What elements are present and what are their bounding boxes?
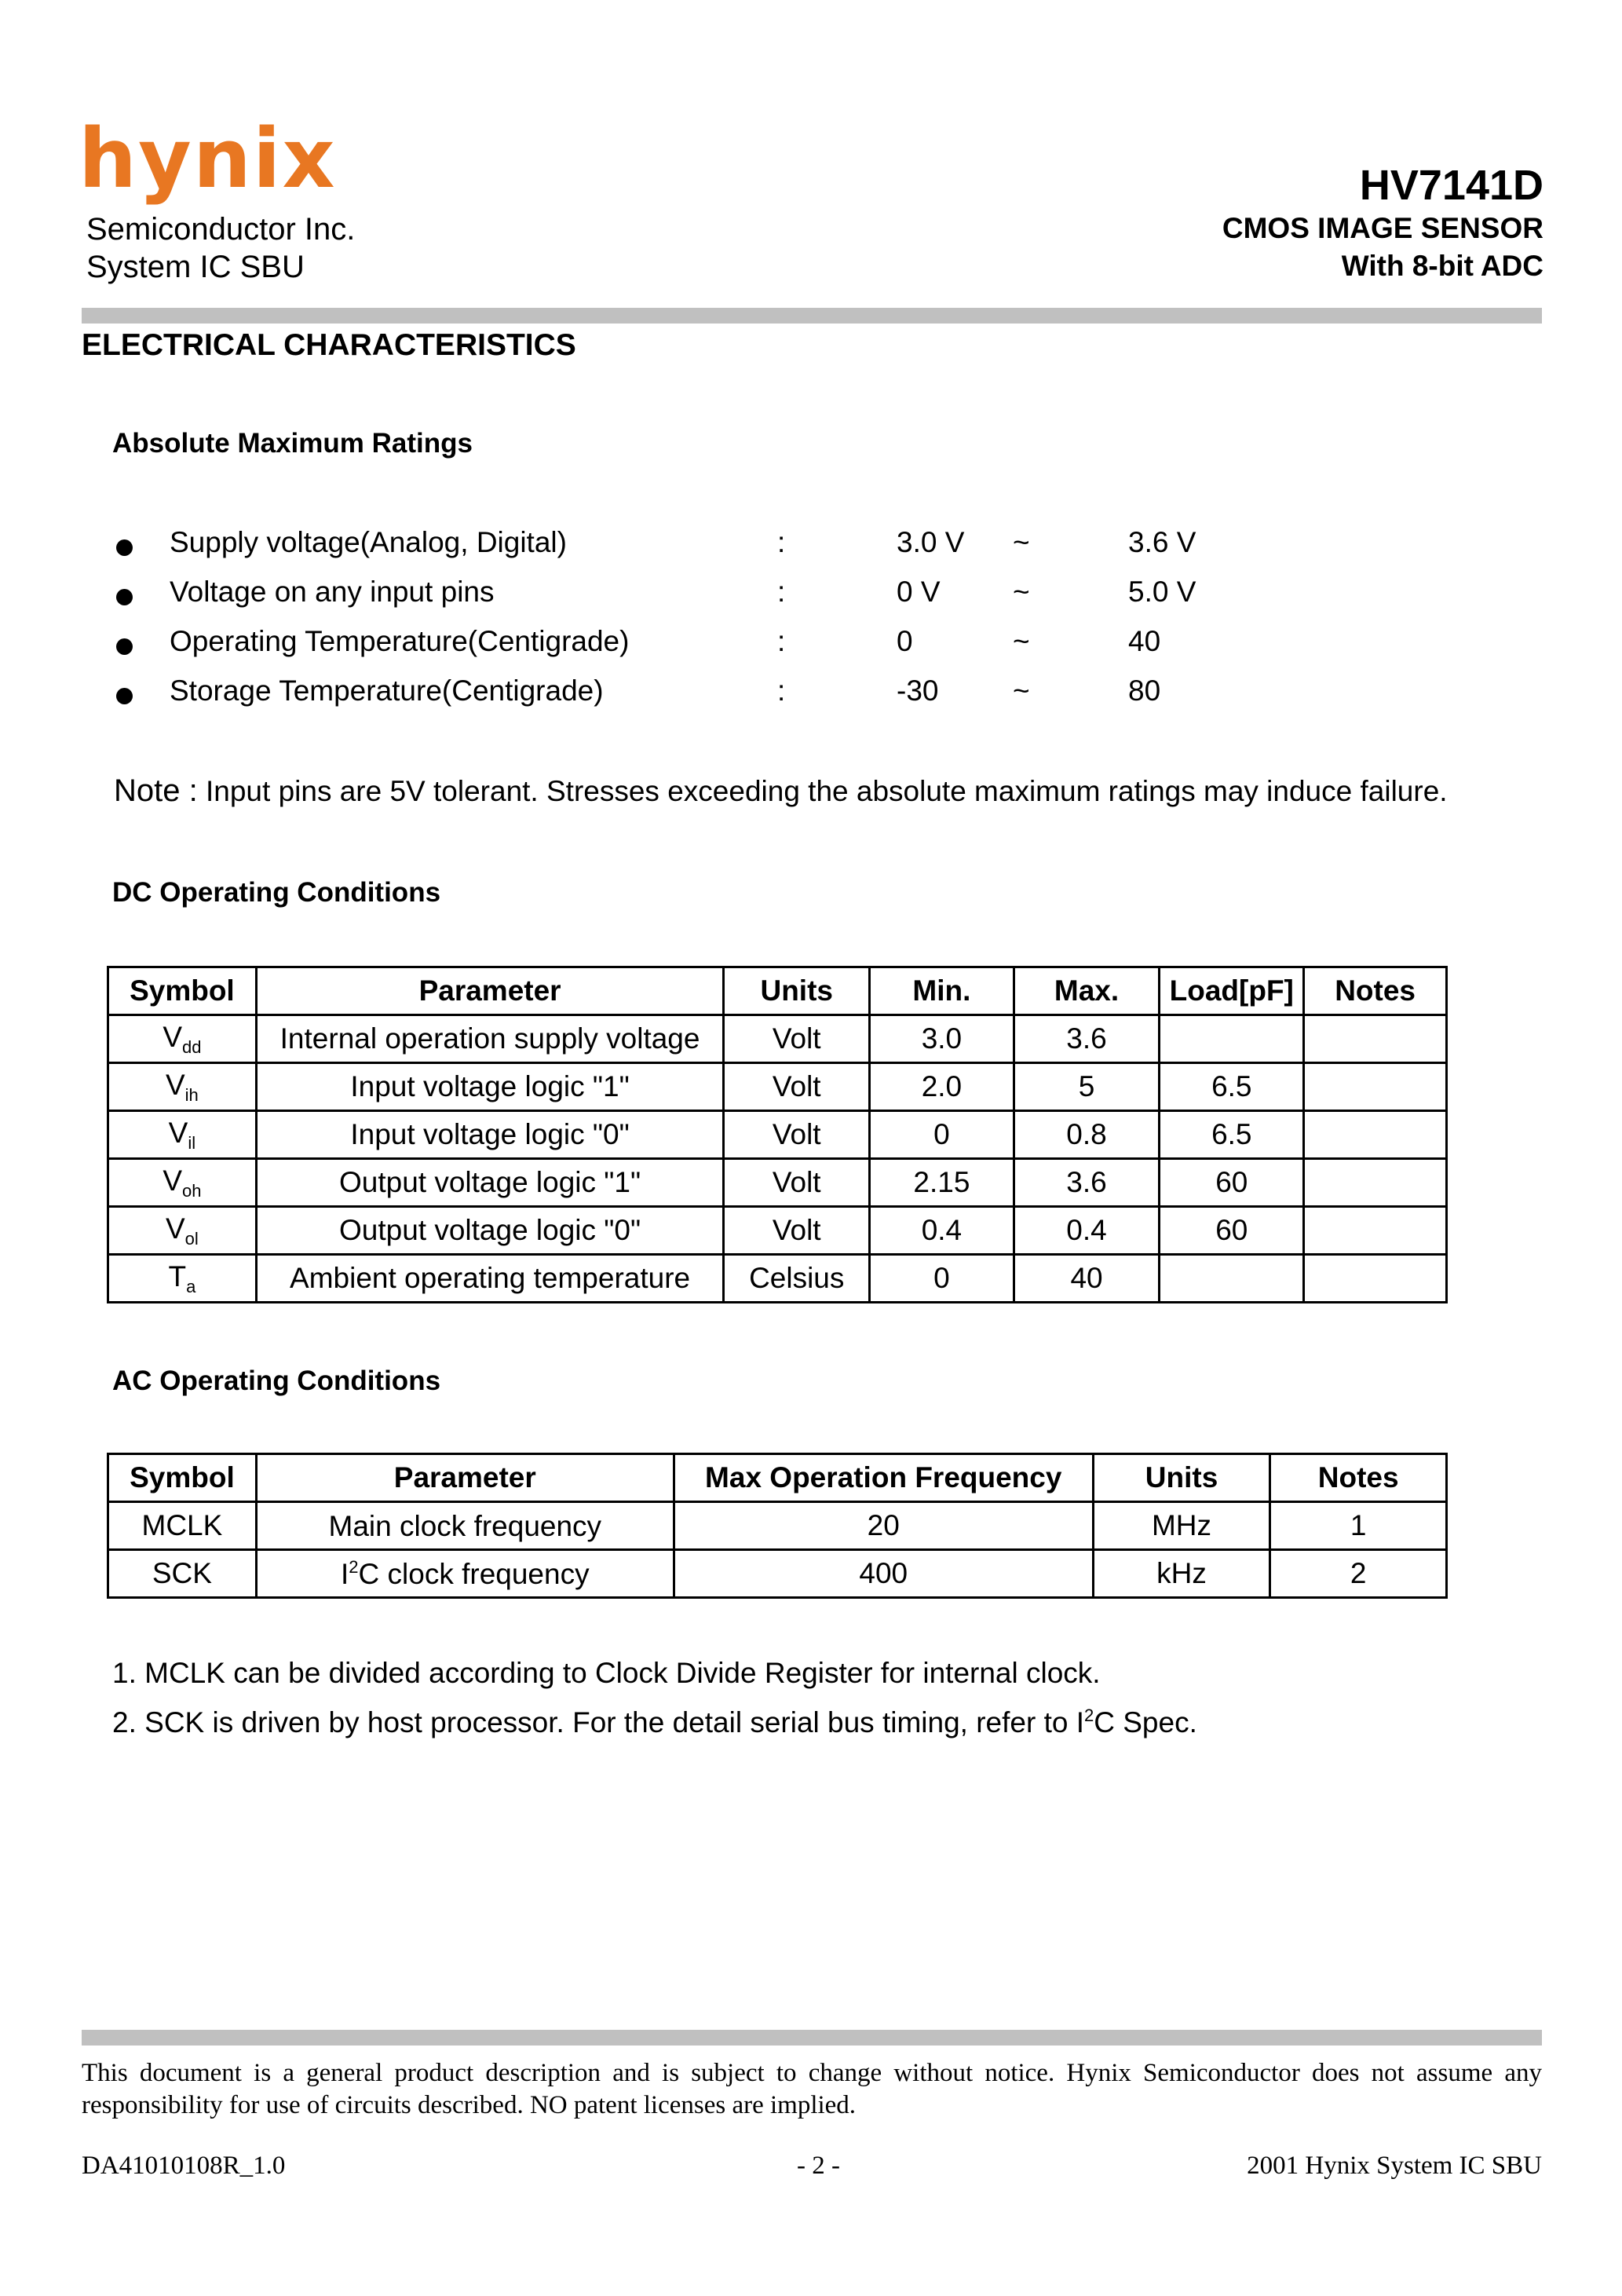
column-header: Parameter xyxy=(256,1454,674,1502)
symbol-base: V xyxy=(165,1212,185,1245)
min-cell: 3.0 xyxy=(870,1015,1014,1063)
parameter-cell: Ambient operating temperature xyxy=(256,1255,724,1303)
note-text: Input pins are 5V tolerant. Stresses exceeding the absolute maximum ratings may induce failure. xyxy=(197,775,1448,807)
rating-colon: : xyxy=(777,526,786,558)
symbol-base: V xyxy=(165,1068,185,1101)
symbol-base: T xyxy=(168,1260,187,1292)
units-cell: Volt xyxy=(724,1063,870,1111)
bullet-icon xyxy=(116,688,133,704)
parameter-superscript: 2 xyxy=(349,1556,359,1577)
max-cell: 3.6 xyxy=(1014,1015,1160,1063)
symbol-cell: SCK xyxy=(108,1550,257,1598)
section-title: ELECTRICAL CHARACTERISTICS xyxy=(82,328,576,362)
footnote-text: 2. SCK is driven by host processor. For the detail serial bus timing, refer to I xyxy=(112,1706,1084,1738)
symbol-cell xyxy=(108,1159,257,1207)
units-cell: Volt xyxy=(724,1111,870,1159)
notes-cell xyxy=(1304,1111,1447,1159)
load-cell: 6.5 xyxy=(1160,1111,1304,1159)
rating-label: Operating Temperature(Centigrade) xyxy=(170,625,630,657)
units-cell: MHz xyxy=(1093,1502,1270,1550)
rating-max: 40 xyxy=(1128,625,1161,657)
parameter-cell xyxy=(256,1550,674,1598)
column-header: Notes xyxy=(1304,967,1447,1015)
symbol-base: V xyxy=(168,1116,188,1149)
rating-colon: : xyxy=(777,675,786,707)
rating-row xyxy=(0,625,1622,672)
min-cell: 0.4 xyxy=(870,1207,1014,1255)
notes-cell xyxy=(1304,1159,1447,1207)
column-header: Max Operation Frequency xyxy=(674,1454,1093,1502)
max-cell: 0.4 xyxy=(1014,1207,1160,1255)
company-division: System IC SBU xyxy=(86,250,305,284)
rating-row xyxy=(0,576,1622,623)
column-header: Symbol xyxy=(108,967,257,1015)
bullet-icon xyxy=(116,638,133,655)
table-row xyxy=(108,1502,1447,1550)
absolute-max-heading: Absolute Maximum Ratings xyxy=(112,428,473,459)
symbol-subscript: ol xyxy=(184,1228,199,1249)
dc-table xyxy=(107,966,1448,1303)
bullet-icon xyxy=(116,589,133,605)
notes-cell: 1 xyxy=(1270,1502,1447,1550)
units-cell: Volt xyxy=(724,1015,870,1063)
symbol-subscript: il xyxy=(188,1132,196,1153)
notes-cell xyxy=(1304,1063,1447,1111)
copyright: 2001 Hynix System IC SBU xyxy=(1247,2152,1542,2180)
load-cell: 60 xyxy=(1160,1159,1304,1207)
notes-cell xyxy=(1304,1015,1447,1063)
part-number: HV7141D xyxy=(1359,162,1543,209)
table-row xyxy=(108,1015,1447,1063)
units-cell: Volt xyxy=(724,1159,870,1207)
table-header-row xyxy=(108,1454,1447,1502)
parameter-cell: Internal operation supply voltage xyxy=(256,1015,724,1063)
rating-max: 80 xyxy=(1128,675,1161,707)
column-header: Min. xyxy=(870,967,1014,1015)
symbol-subscript: a xyxy=(186,1276,196,1296)
rating-min: -30 xyxy=(897,675,939,707)
table-row xyxy=(108,1207,1447,1255)
document-id: DA41010108R_1.0 xyxy=(82,2152,286,2180)
rating-label: Voltage on any input pins xyxy=(170,576,495,608)
max-cell: 5 xyxy=(1014,1063,1160,1111)
max-cell: 0.8 xyxy=(1014,1111,1160,1159)
load-cell xyxy=(1160,1255,1304,1303)
parameter-cell: Output voltage logic "0" xyxy=(256,1207,724,1255)
table-row xyxy=(108,1550,1447,1598)
disclaimer: This document is a general product description and is subject to change without notice. Hynix Semiconductor does not assume any responsibility for use of circuits described. NO patent licenses are implied. xyxy=(82,2059,1542,2119)
min-cell: 2.15 xyxy=(870,1159,1014,1207)
rating-min: 0 xyxy=(897,625,913,657)
ac-table xyxy=(107,1453,1448,1599)
table-row xyxy=(108,1111,1447,1159)
rating-min: 0 V xyxy=(897,576,941,608)
parameter-cell xyxy=(256,1502,674,1550)
frequency-cell: 400 xyxy=(674,1550,1093,1598)
units-cell: Celsius xyxy=(724,1255,870,1303)
units-cell: kHz xyxy=(1093,1550,1270,1598)
symbol-subscript: dd xyxy=(182,1036,202,1057)
product-type: CMOS IMAGE SENSOR xyxy=(1222,212,1543,244)
rating-tilde: ~ xyxy=(1013,675,1030,707)
rating-max: 3.6 V xyxy=(1128,526,1196,558)
symbol-base: V xyxy=(163,1020,182,1053)
parameter-text: C clock frequency xyxy=(358,1557,590,1590)
symbol-cell: MCLK xyxy=(108,1502,257,1550)
table-row xyxy=(108,1255,1447,1303)
min-cell: 0 xyxy=(870,1111,1014,1159)
rating-label: Storage Temperature(Centigrade) xyxy=(170,675,604,707)
load-cell: 60 xyxy=(1160,1207,1304,1255)
parameter-prefix: I xyxy=(340,1557,349,1590)
footnote-text-end: C Spec. xyxy=(1094,1706,1197,1738)
rating-tilde: ~ xyxy=(1013,625,1030,657)
header-divider xyxy=(82,308,1542,324)
ac-heading: AC Operating Conditions xyxy=(112,1366,441,1396)
parameter-cell: Input voltage logic "1" xyxy=(256,1063,724,1111)
footnote-2 xyxy=(112,1706,1197,1739)
frequency-cell: 20 xyxy=(674,1502,1093,1550)
notes-cell xyxy=(1304,1207,1447,1255)
table-row xyxy=(108,1063,1447,1111)
column-header: Load[pF] xyxy=(1160,967,1304,1015)
rating-row xyxy=(0,526,1622,573)
column-header: Symbol xyxy=(108,1454,257,1502)
product-feature: With 8-bit ADC xyxy=(1341,250,1543,282)
column-header: Parameter xyxy=(256,967,724,1015)
rating-colon: : xyxy=(777,576,786,608)
bullet-icon xyxy=(116,539,133,556)
rating-tilde: ~ xyxy=(1013,576,1030,608)
symbol-subscript: ih xyxy=(184,1084,199,1105)
company-name: Semiconductor Inc. xyxy=(86,212,356,247)
column-header: Units xyxy=(1093,1454,1270,1502)
parameter-cell: Input voltage logic "0" xyxy=(256,1111,724,1159)
parameter-cell: Output voltage logic "1" xyxy=(256,1159,724,1207)
notes-cell: 2 xyxy=(1270,1550,1447,1598)
footnote-superscript: 2 xyxy=(1083,1706,1094,1725)
symbol-cell xyxy=(108,1015,257,1063)
symbol-cell xyxy=(108,1255,257,1303)
load-cell: 6.5 xyxy=(1160,1063,1304,1111)
rating-max: 5.0 V xyxy=(1128,576,1196,608)
notes-cell xyxy=(1304,1255,1447,1303)
footnote-1: 1. MCLK can be divided according to Clock Divide Register for internal clock. xyxy=(112,1657,1101,1689)
column-header: Max. xyxy=(1014,967,1160,1015)
symbol-subscript: oh xyxy=(182,1180,202,1201)
symbol-base: V xyxy=(163,1164,182,1197)
units-cell: Volt xyxy=(724,1207,870,1255)
rating-colon: : xyxy=(777,625,786,657)
min-cell: 0 xyxy=(870,1255,1014,1303)
parameter-text: Main clock frequency xyxy=(328,1509,602,1542)
rating-label: Supply voltage(Analog, Digital) xyxy=(170,526,567,558)
hynix-logo: hynix xyxy=(79,111,337,207)
rating-row xyxy=(0,675,1622,722)
symbol-cell xyxy=(108,1111,257,1159)
symbol-cell xyxy=(108,1207,257,1255)
ratings-note xyxy=(114,773,1448,809)
rating-tilde: ~ xyxy=(1013,526,1030,558)
rating-min: 3.0 V xyxy=(897,526,965,558)
column-header: Units xyxy=(724,967,870,1015)
note-label: Note : xyxy=(114,773,198,808)
max-cell: 40 xyxy=(1014,1255,1160,1303)
page-number: - 2 - xyxy=(797,2152,840,2180)
min-cell: 2.0 xyxy=(870,1063,1014,1111)
dc-heading: DC Operating Conditions xyxy=(112,877,441,908)
column-header: Notes xyxy=(1270,1454,1447,1502)
table-row xyxy=(108,1159,1447,1207)
footer-divider xyxy=(82,2030,1542,2046)
max-cell: 3.6 xyxy=(1014,1159,1160,1207)
load-cell xyxy=(1160,1015,1304,1063)
symbol-cell xyxy=(108,1063,257,1111)
table-header-row xyxy=(108,967,1447,1015)
